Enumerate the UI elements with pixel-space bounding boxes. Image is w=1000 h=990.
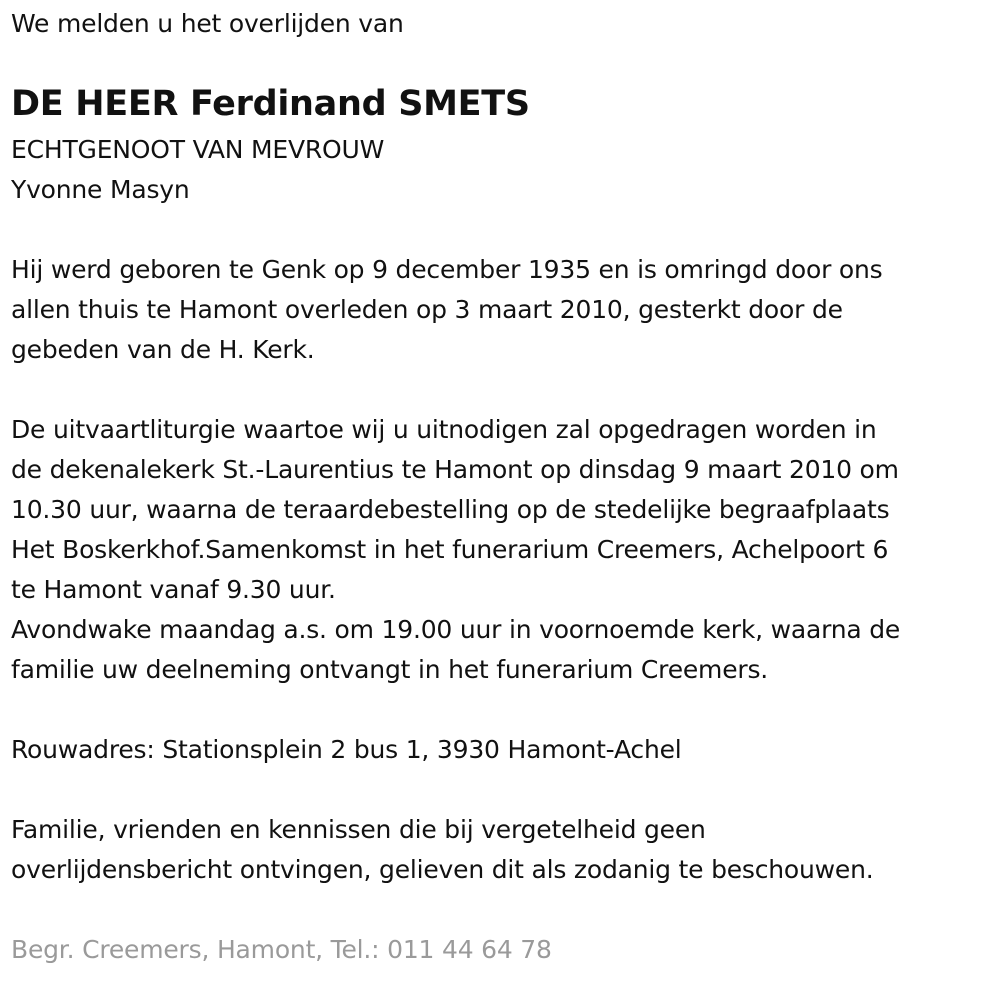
birth-death-paragraph	[11, 250, 991, 370]
paragraph-line: de dekenalekerk St.-Laurentius te Hamont op dinsdag 9 maart 2010 om	[11, 455, 899, 484]
deceased-name: DE HEER Ferdinand SMETS	[11, 84, 530, 124]
vigil-paragraph	[11, 610, 991, 690]
mourning-address: Rouwadres: Stationsplein 2 bus 1, 3930 Hamont-Achel	[11, 735, 682, 764]
paragraph-line: Hij werd geboren te Genk op 9 december 1935 en is omringd door ons	[11, 255, 883, 284]
spouse-name: Yvonne Masyn	[11, 175, 190, 204]
paragraph-line: Familie, vrienden en kennissen die bij vergetelheid geen	[11, 815, 706, 844]
spacer	[11, 210, 991, 250]
spouse-title: ECHTGENOOT VAN MEVROUW	[11, 135, 385, 164]
paragraph-line: gebeden van de H. Kerk.	[11, 335, 315, 364]
paragraph-line: Het Boskerkhof.Samenkomst in het funerarium Creemers, Achelpoort 6	[11, 535, 889, 564]
paragraph-line: Avondwake maandag a.s. om 19.00 uur in voornoemde kerk, waarna de	[11, 615, 901, 644]
paragraph-line: 10.30 uur, waarna de teraardebestelling op de stedelijke begraafplaats	[11, 495, 890, 524]
intro-text: We melden u het overlijden van	[11, 9, 404, 38]
paragraph-line: familie uw deelneming ontvangt in het funerarium Creemers.	[11, 655, 769, 684]
closing-paragraph	[11, 810, 991, 890]
spacer	[11, 770, 991, 810]
spacer	[11, 890, 991, 930]
spacer	[11, 690, 991, 730]
paragraph-line: De uitvaartliturgie waartoe wij u uitnodigen zal opgedragen worden in	[11, 415, 877, 444]
paragraph-line: allen thuis te Hamont overleden op 3 maart 2010, gesterkt door de	[11, 295, 843, 324]
paragraph-line: overlijdensbericht ontvingen, gelieven dit als zodanig te beschouwen.	[11, 855, 874, 884]
funeral-paragraph	[11, 410, 991, 610]
death-notice	[11, 4, 991, 970]
spacer	[11, 370, 991, 410]
paragraph-line: te Hamont vanaf 9.30 uur.	[11, 575, 336, 604]
funeral-home-footer: Begr. Creemers, Hamont, Tel.: 011 44 64 78	[11, 935, 552, 964]
